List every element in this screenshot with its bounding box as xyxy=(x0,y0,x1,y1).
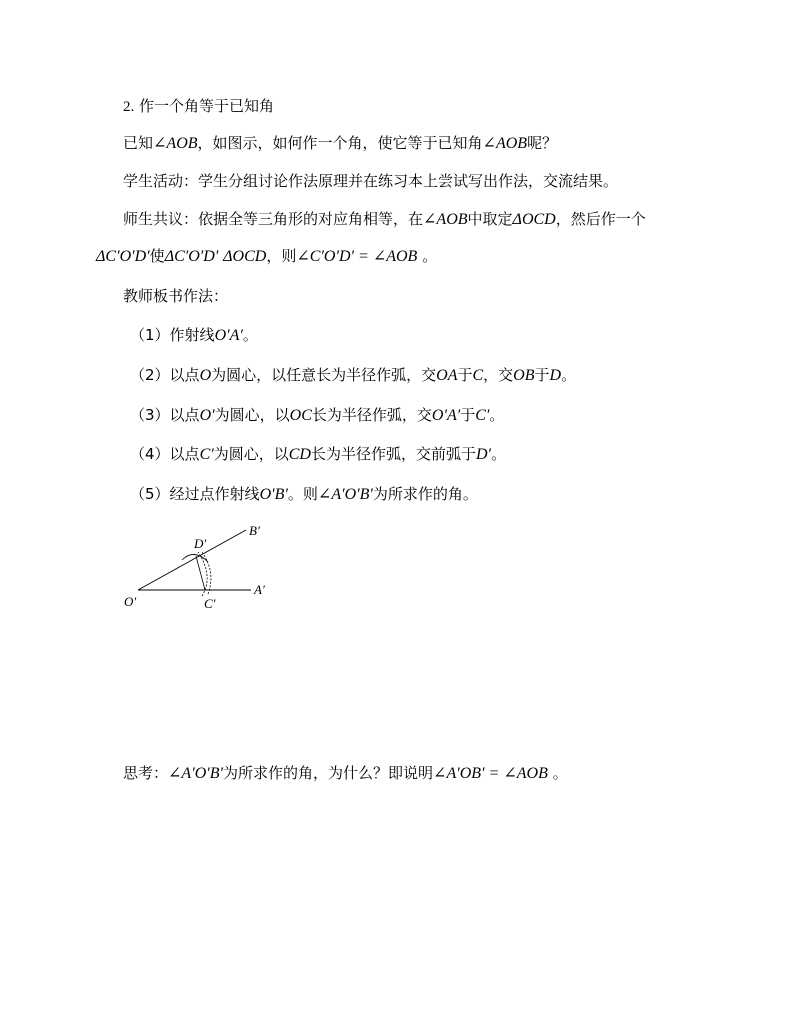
math-triangle-ocd-2: ΔOCD xyxy=(223,248,267,265)
question-line xyxy=(123,133,557,154)
step-3-text-4: 于 xyxy=(460,406,476,424)
step-3 xyxy=(130,405,504,426)
math-o: O xyxy=(199,367,212,384)
think-line xyxy=(123,763,568,784)
math-d: D xyxy=(549,367,562,384)
step-4-text-3: 长为半径作弧，交前弧于 xyxy=(310,445,476,463)
step-3-text-2: 为圆心，以 xyxy=(214,406,290,424)
activity-line: 学生活动：学生分组讨论作法原理并在练习本上尝试写出作法，交流结果。 xyxy=(123,172,619,190)
ray-ob xyxy=(138,530,246,590)
method-title: 教师板书作法： xyxy=(123,287,229,305)
step-2-number: （2） xyxy=(130,366,170,384)
think-text-2: 为所求作的角，为什么？即说明 xyxy=(223,764,434,782)
consensus-text-1: 师生共议：依据全等三角形的对应角相等，在 xyxy=(123,210,424,228)
step-3-text-1: 以点 xyxy=(169,406,200,424)
label-a-prime: A′ xyxy=(254,582,265,597)
math-angle-aob-2: ∠AOB xyxy=(482,135,528,152)
consensus-line-1 xyxy=(123,209,646,230)
step-5-text-3: 为所求作的角。 xyxy=(372,485,478,503)
section-title: 作一个角等于已知角 xyxy=(139,97,275,115)
step-2-text-5: 于 xyxy=(534,366,550,384)
math-c: C xyxy=(472,367,484,384)
step-1-text-1: 作射线 xyxy=(169,326,215,344)
step-2-text-6: 。 xyxy=(561,366,577,384)
step-1 xyxy=(130,325,258,346)
math-angle-aob-prime-2: ∠A′O′B′ xyxy=(168,765,224,782)
label-d-prime: D′ xyxy=(194,536,207,551)
step-5-number: （5） xyxy=(130,485,170,503)
step-3-text-3: 长为半径作弧，交 xyxy=(311,406,432,424)
step-2-text-3: 于 xyxy=(457,366,473,384)
step-5-text-2: 。则 xyxy=(287,485,318,503)
math-cd: CD xyxy=(288,446,311,463)
math-angle-aob: ∠AOB xyxy=(153,135,198,152)
step-1-number: （1） xyxy=(130,326,170,344)
think-text-1: 思考： xyxy=(123,764,169,782)
construction-figure xyxy=(118,518,293,618)
label-o-prime: O′ xyxy=(124,594,137,609)
section-number: 2. xyxy=(123,99,135,115)
step-2-text-1: 以点 xyxy=(169,366,200,384)
step-4-text-1: 以点 xyxy=(169,445,200,463)
question-text-1: 已知 xyxy=(123,134,154,152)
math-c-prime: C′ xyxy=(475,407,490,424)
section-heading xyxy=(123,96,274,117)
step-1-text-2: 。 xyxy=(242,326,258,344)
math-oa-prime: O′A′ xyxy=(431,407,461,424)
math-angle-equality-2: ∠A′OB′ = ∠AOB xyxy=(433,765,548,782)
think-text-3: 。 xyxy=(552,764,568,782)
consensus-text-2: 中取定 xyxy=(467,210,513,228)
math-oc: OC xyxy=(289,407,312,424)
step-2 xyxy=(130,365,576,386)
consensus-line-2 xyxy=(96,246,437,267)
math-d-prime: D′ xyxy=(476,446,492,463)
math-triangle-ocd: ΔOCD xyxy=(512,211,556,228)
math-angle-equality: ∠C′O′D′ = ∠AOB xyxy=(296,248,418,265)
step-2-text-2: 为圆心，以任意长为半径作弧，交 xyxy=(211,366,437,384)
step-4-number: （4） xyxy=(130,445,170,463)
math-ray-ob-prime: O′B′ xyxy=(259,486,288,503)
step-3-text-5: 。 xyxy=(489,406,505,424)
consensus-text-3: ，然后作一个 xyxy=(555,210,646,228)
math-angle-aob-prime: ∠A′O′B′ xyxy=(317,486,373,503)
label-b-prime: B′ xyxy=(249,523,260,538)
step-4 xyxy=(130,444,506,465)
math-angle-aob-3: ∠AOB xyxy=(423,211,468,228)
step-3-number: （3） xyxy=(130,406,170,424)
math-c-prime-2: C′ xyxy=(199,446,214,463)
step-4-text-4: 。 xyxy=(491,445,507,463)
step-5-text-1: 经过点作射线 xyxy=(169,485,260,503)
math-ob: OB xyxy=(513,367,535,384)
consensus-text-4: 使 xyxy=(149,247,165,265)
math-o-prime: O′ xyxy=(199,407,215,424)
math-triangle-cod-prime-2: ΔC′O′D′ xyxy=(164,248,219,265)
math-triangle-cod-prime: ΔC′O′D′ xyxy=(96,248,150,265)
question-text-3: 呢？ xyxy=(527,134,558,152)
step-5 xyxy=(130,484,478,505)
question-text-2: ，如图示，如何作一个角，使它等于已知角 xyxy=(197,134,483,152)
consensus-text-6: 。 xyxy=(422,247,438,265)
label-c-prime: C′ xyxy=(204,596,216,611)
math-oa: OA xyxy=(436,367,458,384)
consensus-text-5: ，则 xyxy=(266,247,297,265)
step-4-text-2: 为圆心，以 xyxy=(213,445,289,463)
step-2-text-4: ，交 xyxy=(483,366,514,384)
math-ray-oa-prime: O′A′ xyxy=(214,327,243,344)
segment-cd xyxy=(196,556,205,590)
